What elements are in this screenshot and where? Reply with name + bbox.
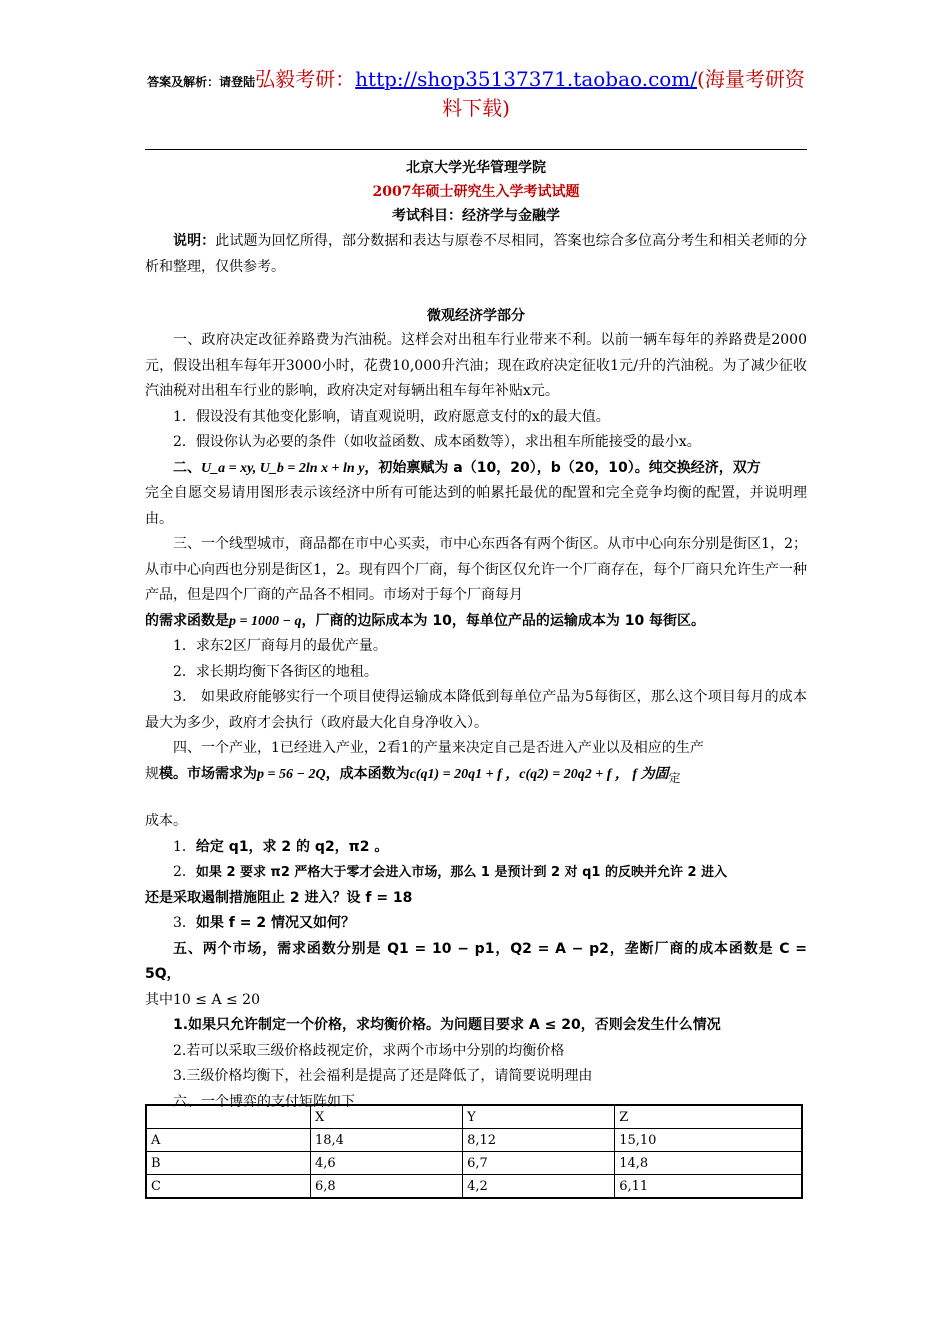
payoff-matrix	[145, 1104, 803, 1199]
q3-sub2: 2．求长期均衡下各街区的地租。	[173, 663, 378, 680]
table-cell: 6,11	[615, 1175, 802, 1199]
q4-sub2-cont: 还是采取遏制措施阻止 2 进入？设 f = 18	[145, 889, 413, 906]
table-cell: 8,12	[463, 1129, 615, 1152]
q4-sub1-text: 给定 q1，求 2 的 q2，π2 。	[195, 838, 389, 855]
note-label: 说明：	[173, 233, 216, 249]
table-row	[146, 1175, 802, 1199]
q4-line2-end: 定	[668, 770, 681, 785]
q4-line3: 成本。	[145, 813, 187, 829]
table-cell: 14,8	[615, 1152, 802, 1175]
q1-sub1: 1．假设没有其他变化影响，请直观说明，政府愿意支付的x的最大值。	[173, 408, 610, 425]
q4-line2	[145, 762, 807, 792]
header-divider	[145, 149, 807, 150]
note-block	[145, 229, 807, 280]
q3-demand-formula: p = 1000 − q	[229, 613, 302, 629]
q2-bold: ，初始禀赋为 a（10，20），b（20，10）。纯交换经济，双方	[364, 459, 761, 476]
q4-line2-cost: c(q1) = 20q1 + f ，c(q2) = 20q2 + f ， f 为固	[409, 766, 669, 782]
page-header	[145, 66, 807, 123]
header-brand: 弘毅考研：	[255, 67, 356, 91]
q4-line2-mid: ，成本函数为	[325, 765, 410, 782]
note-text: 此试题为回忆所得，部分数据和表达与原卷不尽相同，答案也综合多位高分考生和相关老师的分析和整理，仅供参考。	[145, 233, 808, 275]
q5-stem: 五、两个市场，需求函数分别是 Q1 = 10 − p1，Q2 = A − p2，垄断厂商的成本函数是 C = 5Q，	[145, 940, 807, 982]
q4-line2-pre: 规	[145, 765, 159, 782]
q2-formula: U_a = xy, U_b = 2ln x + ln y	[201, 460, 365, 476]
q5-sub1: 1.如果只允许制定一个价格，求均衡价格。为问题目要求 A ≤ 20，否则会发生什么情况	[173, 1017, 721, 1033]
table-cell: 15,10	[615, 1129, 802, 1152]
header-suffix: (海量考研资料下载)	[442, 67, 805, 120]
table-cell: 18,4	[311, 1129, 463, 1152]
table-header-cell: Z	[615, 1105, 802, 1129]
q1-sub2: 2．假设你认为必要的条件（如收益函数、成本函数等），求出租车所能接受的最小x。	[173, 434, 701, 450]
q2-line	[145, 456, 807, 482]
header-link[interactable]: http://shop35137371.taobao.com/	[355, 67, 698, 91]
table-cell: B	[146, 1152, 311, 1175]
q3-demand-pre: 的需求函数是	[145, 612, 229, 629]
q5-sub2: 2.若可以采取三级价格歧视定价，求两个市场中分别的均衡价格	[173, 1042, 565, 1059]
exam-title: 2007年硕士研究生入学考试试题	[372, 184, 580, 200]
q6-stem: 六、一个博弈的支付矩阵如下	[173, 1093, 355, 1110]
q4-sub3	[145, 911, 807, 937]
table-cell: C	[146, 1175, 311, 1199]
q4-line2-bold: 模。市场需求为	[159, 765, 257, 782]
q3-demand	[145, 609, 807, 635]
q5-sub3: 3.三级价格均衡下，社会福利是提高了还是降低了，请简要说明理由	[173, 1068, 593, 1084]
q3-sub1: 1．求东2区厂商每月的最优产量。	[173, 638, 387, 654]
q4-line2-formula: p = 56 − 2Q	[257, 766, 326, 782]
q2-rest: 完全自愿交易请用图形表示该经济中所有可能达到的帕累托最优的配置和完全竞争均衡的配置，并说明理由。	[145, 485, 807, 527]
q4-sub2	[145, 860, 807, 886]
q3-sub3: 3． 如果政府能够实行一个项目使得运输成本降低到每单位产品为5每街区，那么这个项目每月的成本最大为多少，政府才会执行（政府最大化自身净收入）。	[145, 689, 807, 731]
question-body	[145, 328, 807, 1115]
table-header-cell: X	[311, 1105, 463, 1129]
q4-sub3-num: 3．	[173, 915, 196, 931]
table-cell: 6,8	[311, 1175, 463, 1199]
q4-stem: 四、一个产业，1已经进入产业，2看1的产量来决定自己是否进入产业以及相应的生产	[173, 740, 704, 756]
table-header-cell: Y	[463, 1105, 615, 1129]
section-title: 微观经济学部分	[427, 308, 525, 324]
q4-sub2-num: 2．	[173, 864, 196, 880]
subject-title: 考试科目：经济学与金融学	[392, 208, 560, 224]
q4-sub3-text: 如果 f = 2 情况又如何？	[195, 915, 355, 931]
header-label: 答案及解析：请登陆	[147, 75, 256, 89]
table-cell: 4,2	[463, 1175, 615, 1199]
table-cell: 6,7	[463, 1152, 615, 1175]
table-header-cell	[146, 1105, 311, 1129]
table-header-row	[146, 1105, 802, 1129]
q4-sub1-num: 1．	[173, 838, 196, 855]
table-cell: 4,6	[311, 1152, 463, 1175]
q5-cond: 其中10 ≤ A ≤ 20	[145, 991, 261, 1008]
q3-demand-post: ，厂商的边际成本为 10，每单位产品的运输成本为 10 每街区。	[301, 612, 706, 629]
table-row	[146, 1152, 802, 1175]
q4-sub2-text: 如果 2 要求 π2 严格大于零才会进入市场，那么 1 是预计到 2 对 q1 的反映并允许 2 进入	[195, 865, 728, 880]
table-cell: A	[146, 1129, 311, 1152]
q3-stem: 三、一个线型城市，商品都在市中心买卖，市中心东西各有两个街区。从市中心向东分别是街区1，2；从市中心向西也分别是街区1，2。现有四个厂商，每个街区仅允许一个厂商存在，每个厂商只允许生产一种产品，但是四个厂商的产品各不相同。市场对于每个厂商每月	[145, 536, 807, 603]
q1-stem: 一、政府决定改征养路费为汽油税。这样会对出租车行业带来不利。以前一辆车每年的养路费是2000元，假设出租车每年开3000小时，花费10,000升汽油；现在政府决定征收1元/升的汽油税。为了减少征收汽油税对出租车行业的影响，政府决定对每辆出租车每年补贴x元。	[145, 332, 807, 399]
q2-prefix: 二、	[173, 459, 201, 476]
school-title: 北京大学光华管理学院	[406, 160, 546, 176]
table-row	[146, 1129, 802, 1152]
q4-sub1	[145, 835, 807, 861]
